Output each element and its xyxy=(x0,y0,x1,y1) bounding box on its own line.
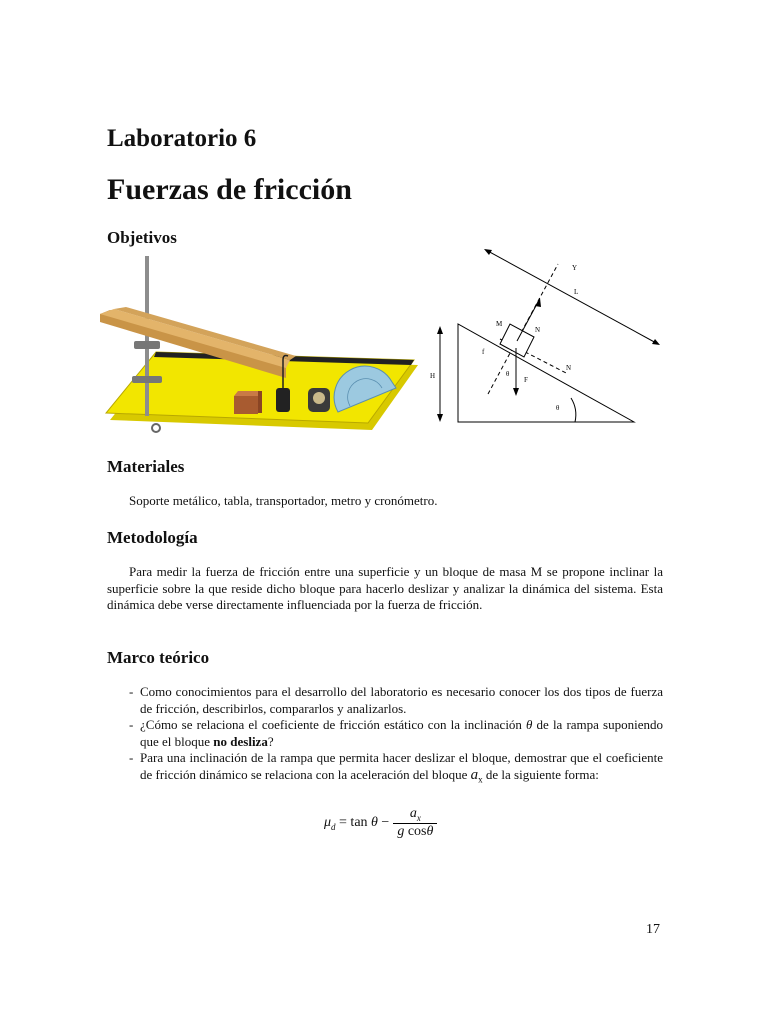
label-f: f xyxy=(482,348,485,356)
brick-top xyxy=(234,391,262,396)
label-M: M xyxy=(496,320,503,328)
length-arrow-head-b xyxy=(652,339,660,345)
list-dash: - xyxy=(129,750,134,765)
denominator-cos: cos xyxy=(404,823,427,839)
label-N-side: N xyxy=(566,364,572,372)
acceleration-symbol: a xyxy=(470,766,479,783)
list-item-text: ? xyxy=(267,733,274,749)
acceleration-subscript: x xyxy=(478,774,483,785)
height-arrow-down xyxy=(437,414,443,422)
weight-vector-head xyxy=(513,388,519,396)
numerator-a: a xyxy=(409,806,417,821)
materiales-heading: Materiales xyxy=(107,457,185,476)
label-H: H xyxy=(430,372,436,380)
mu-symbol: μ xyxy=(324,814,332,830)
equals-tan: = tan xyxy=(339,814,368,830)
list-item xyxy=(129,750,663,788)
list-item-text: de la rampa suponiendo que el bloque xyxy=(140,717,663,749)
page-title: Fuerzas de fricción xyxy=(107,173,352,206)
formula-theta: θ xyxy=(371,814,378,830)
lab-number: Laboratorio 6 xyxy=(107,125,257,152)
stand-foot xyxy=(152,424,160,432)
label-N-top: N xyxy=(535,326,541,334)
label-L: L xyxy=(574,288,579,296)
list-item-text: Como conocimientos para el desarrollo del laboratorio es necesario conocer los dos tipos de fuerza de fricción, describirlos, compararlos y analizarlos. xyxy=(140,684,663,716)
metodologia-heading: Metodología xyxy=(107,528,198,547)
formula-denominator: g cosθ xyxy=(397,823,434,839)
materiales-text: Soporte metálico, tabla, transportador, metro y cronómetro. xyxy=(129,493,438,508)
bold-emphasis: no desliza xyxy=(213,733,268,749)
formula-lhs xyxy=(324,806,393,840)
list-dash: - xyxy=(129,717,134,732)
list-dash: - xyxy=(129,684,134,699)
formula-table xyxy=(324,806,437,840)
ramp-triangle xyxy=(458,324,634,422)
objetivos-heading: Objetivos xyxy=(107,228,177,247)
marco-teorico-list xyxy=(129,684,663,788)
theta-symbol: θ xyxy=(526,717,533,732)
list-item xyxy=(129,717,663,750)
list-item-text: ¿Cómo se relaciona el coeficiente de fricción estático con la inclinación xyxy=(140,717,527,732)
marco-teorico-heading: Marco teórico xyxy=(107,648,210,667)
height-arrow-up xyxy=(437,326,443,334)
normal-force-head xyxy=(535,298,541,307)
length-arrow-head-a xyxy=(484,249,492,255)
base-angle-arc xyxy=(571,398,576,422)
metodologia-paragraph: Para medir la fuerza de fricción entre una superficie y un bloque de masa M se propone inclinar la superficie sobre la que reside dicho bloque para hacerlo deslizar y analizar la dinámica del sistema. Esta dinámica debe verse directamente influenciada por la fuerza de fricción. xyxy=(107,564,663,612)
list-item-text: Para una inclinación de la rampa que permita hacer deslizar el bloque, demostrar que el coeficiente de fricción dinámico se relaciona con la aceleración del bloque xyxy=(140,750,663,782)
mu-subscript: d xyxy=(331,821,336,832)
hanging-weight xyxy=(276,388,290,412)
minus-sign: − xyxy=(381,814,390,830)
label-theta-block: θ xyxy=(506,370,510,378)
label-Y: Y xyxy=(572,264,578,272)
brick-side xyxy=(258,391,262,413)
apparatus-illustration xyxy=(96,252,426,442)
list-item-text: de la siguiente forma: xyxy=(482,766,599,782)
stopwatch-display xyxy=(313,392,325,404)
free-body-diagram xyxy=(428,244,674,430)
numerator-subscript: x xyxy=(416,812,421,823)
denominator-theta: θ xyxy=(426,823,434,839)
list-item xyxy=(129,684,663,717)
label-F: F xyxy=(524,376,528,384)
clamp-upper xyxy=(134,341,160,349)
brick-block xyxy=(234,396,258,414)
friction-formula xyxy=(324,806,437,840)
clamp-lower xyxy=(132,376,162,383)
formula-numerator xyxy=(393,806,437,823)
label-theta-base: θ xyxy=(556,404,560,412)
page-number: 17 xyxy=(646,922,660,937)
